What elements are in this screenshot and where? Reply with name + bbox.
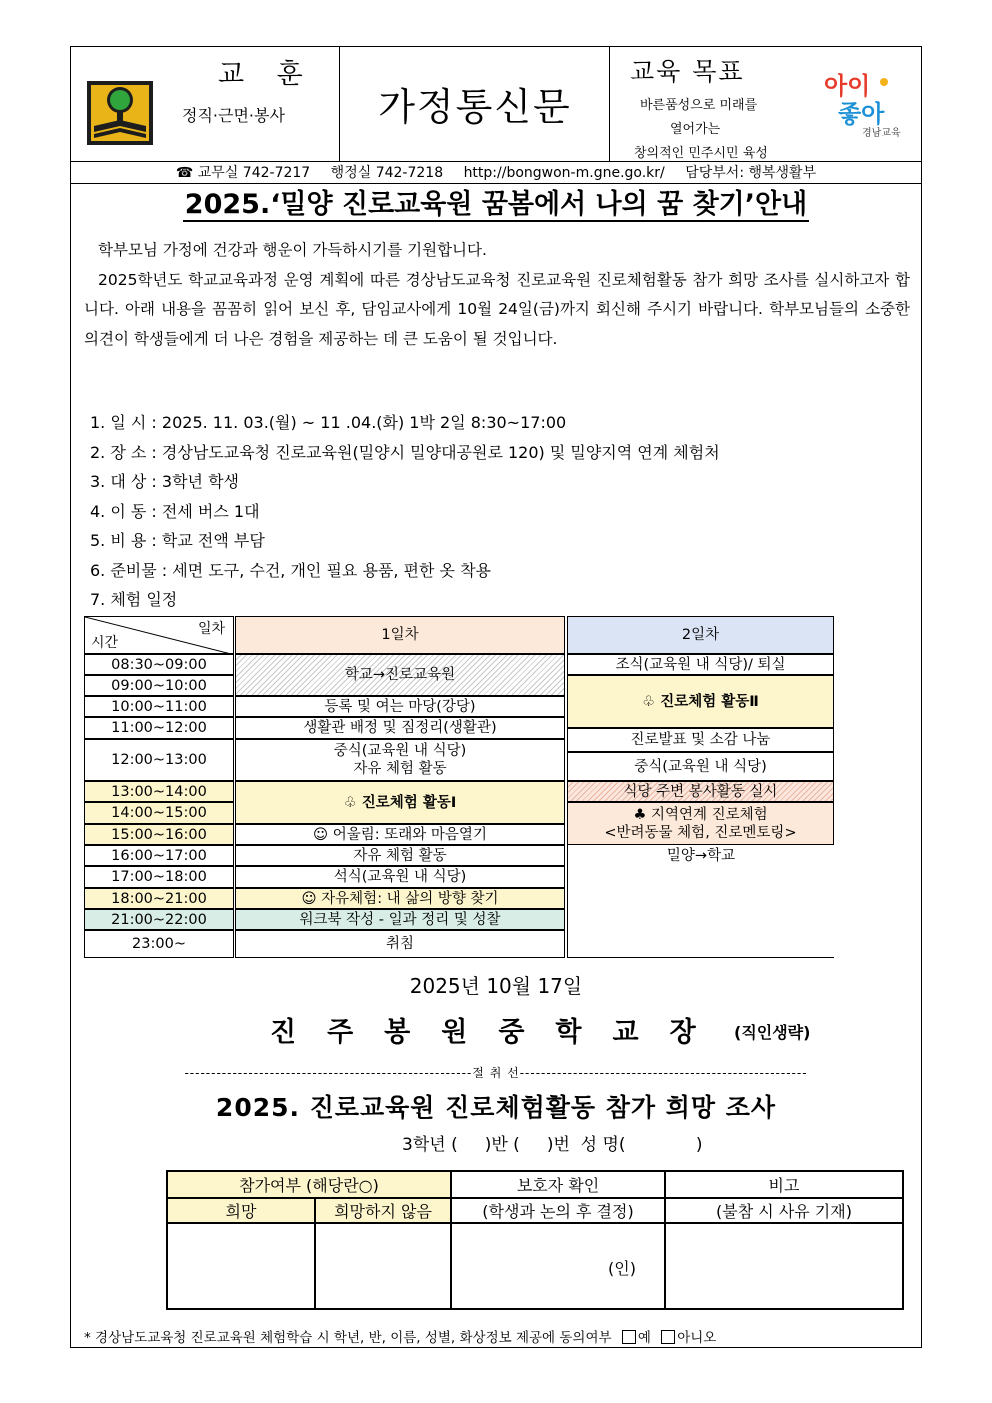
schedule-table bbox=[84, 616, 834, 958]
day1-lunch-line1: 중식(교육원 내 식당) bbox=[333, 743, 467, 759]
consent-no-checkbox[interactable] bbox=[661, 1330, 675, 1344]
day1-activity-1: ♧ 진로체험 활동Ⅰ bbox=[235, 781, 565, 824]
info-item-supplies: 6. 준비물 : 세면 도구, 수건, 개인 필요 용품, 편한 옷 착용 bbox=[90, 560, 491, 580]
info-item-schedule: 7. 체험 일정 bbox=[90, 590, 178, 609]
parent-confirm-subheader: (학생과 논의 후 결정) bbox=[451, 1198, 665, 1223]
day1-header: 1일차 bbox=[235, 616, 565, 654]
office-phone: ☎ 교무실 742-7217 bbox=[175, 165, 311, 181]
time-cell: 08:30~09:00 bbox=[84, 654, 234, 675]
day2-breakfast: 조식(교육원 내 식당)/ 퇴실 bbox=[567, 654, 834, 675]
schedule-corner-cell bbox=[84, 616, 234, 654]
day1-self: ☺ 자유체험: 내 삶의 방향 찾기 bbox=[235, 888, 565, 909]
day2-local-line1: ♣ 지역연계 진로체험 bbox=[633, 806, 768, 823]
want-answer-cell[interactable] bbox=[167, 1223, 315, 1309]
survey-title: 2025. 진로교육원 진로체험활동 참가 희망 조사 bbox=[215, 1093, 777, 1122]
day1-lunch bbox=[235, 739, 565, 781]
goal-line-2: 열어가는 bbox=[670, 122, 721, 137]
motto-title: 교 훈 bbox=[218, 59, 315, 90]
gyeongnam-education-logo bbox=[820, 66, 910, 140]
seal-mark: (인) bbox=[608, 1259, 636, 1278]
day2-activity-2: ♧ 진로체험 활동Ⅱ bbox=[567, 675, 834, 728]
education-goal-box bbox=[610, 46, 922, 162]
day1-dinner: 석식(교육원 내 식당) bbox=[235, 866, 565, 888]
goal-line-1: 바른품성으로 미래를 bbox=[640, 98, 758, 113]
time-cell: 14:00~15:00 bbox=[84, 802, 234, 824]
day1-move: 학교→진로교육원 bbox=[235, 654, 565, 696]
consent-footnote bbox=[84, 1326, 716, 1346]
time-cell: 09:00~10:00 bbox=[84, 675, 234, 696]
day2-local bbox=[567, 802, 834, 845]
info-item-date: 1. 일 시 : 2025. 11. 03.(월) ~ 11 .04.(화) 1박 2일 8:30~17:00 bbox=[90, 413, 567, 432]
day1-workbook: 워크북 작성 - 일과 정리 및 성찰 bbox=[235, 909, 565, 930]
intro-paragraph-1: 학부모님 가정에 건강과 행운이 가득하시기를 기원합니다. bbox=[98, 241, 487, 259]
info-list bbox=[90, 408, 720, 615]
day1-mix: ☺ 어울림: 또래와 마음열기 bbox=[235, 824, 565, 845]
day1-register: 등록 및 여는 마당(강당) bbox=[235, 696, 565, 717]
want-header: 희망 bbox=[167, 1198, 315, 1223]
parent-confirm-header: 보호자 확인 bbox=[451, 1171, 665, 1198]
day2-present: 진로발표 및 소감 나눔 bbox=[567, 728, 834, 752]
not-want-header: 희망하지 않음 bbox=[315, 1198, 451, 1223]
time-cell: 12:00~13:00 bbox=[84, 739, 234, 781]
newsletter-title-box bbox=[340, 46, 610, 162]
info-item-cost: 5. 비 용 : 학교 전액 부담 bbox=[90, 531, 265, 550]
consent-text: * 경상남도교육청 진로교육원 체험학습 시 학년, 반, 이름, 성별, 화상정보 제공에 동의여부 bbox=[84, 1330, 612, 1346]
not-want-answer-cell[interactable] bbox=[315, 1223, 451, 1309]
day2-local-line2: <반려동물 체험, 진로멘토링> bbox=[604, 824, 797, 841]
time-cell: 13:00~14:00 bbox=[84, 781, 234, 802]
survey-table bbox=[166, 1170, 904, 1310]
note-subheader: (불참 시 사유 기재) bbox=[665, 1198, 903, 1223]
info-item-place: 2. 장 소 : 경상남도교육청 진로교육원(밀양시 밀양대공원로 120) 및 밀양지역 연계 체험처 bbox=[90, 442, 720, 462]
student-id-line: 3학년 ( )반 ( )번 성 명( ) bbox=[402, 1135, 703, 1155]
day2-lunch: 중식(교육원 내 식당) bbox=[567, 752, 834, 781]
newsletter-header bbox=[70, 46, 922, 162]
consent-no-label: 아니오 bbox=[677, 1330, 717, 1346]
time-cell: 11:00~12:00 bbox=[84, 717, 234, 739]
intro-text bbox=[84, 236, 910, 354]
issue-date: 2025년 10월 17일 bbox=[409, 974, 583, 998]
day2-return: 밀양→학교 bbox=[567, 845, 834, 958]
day1-free: 자유 체험 활동 bbox=[235, 845, 565, 866]
consent-yes-checkbox[interactable] bbox=[622, 1330, 636, 1344]
admin-phone: 행정실 742-7218 bbox=[330, 165, 444, 181]
consent-yes-label: 예 bbox=[637, 1330, 651, 1346]
day1-sleep: 취침 bbox=[235, 930, 565, 958]
time-cell: 10:00~11:00 bbox=[84, 696, 234, 717]
time-cell: 16:00~17:00 bbox=[84, 845, 234, 866]
intro-paragraph-2: 2025학년도 학교교육과정 운영 계획에 따른 경상남도교육청 진로교육원 진로체험활동 참가 희망 조사를 실시하고자 합니다. 아래 내용을 꼼꼼히 읽어 보신 후, 담임교사에게 10월 24일(금)까지 회신해 주시기 바랍니다. 학부모님들의 소중한 의견이 학생들에게 더 나은 경험을 제공하는 데 큰 도움이 될 것입니다. bbox=[84, 270, 910, 348]
newsletter-title: 가정통신문 bbox=[378, 85, 572, 129]
goal-title: 교육 목표 bbox=[630, 57, 745, 86]
day1-lunch-line2: 자유 체험 활동 bbox=[353, 761, 447, 777]
svg-text:좋아: 좋아 bbox=[838, 100, 885, 128]
department: 담당부서: 행복생활부 bbox=[685, 165, 817, 181]
school-motto-box bbox=[70, 46, 340, 162]
document-title bbox=[70, 186, 922, 224]
svg-text:경남교육: 경남교육 bbox=[862, 128, 901, 139]
participation-header: 참가여부 (해당란○) bbox=[167, 1171, 451, 1198]
goal-line-3: 창의적인 민주시민 육성 bbox=[634, 146, 768, 161]
principal-name: 진주봉원중학교장 bbox=[270, 1017, 727, 1048]
day2-service: 식당 주변 봉사활동 실시 bbox=[567, 781, 834, 802]
school-emblem-icon bbox=[86, 80, 154, 146]
corner-time-label: 시간 bbox=[91, 635, 119, 651]
time-cell: 17:00~18:00 bbox=[84, 866, 234, 888]
note-header: 비고 bbox=[665, 1171, 903, 1198]
note-cell[interactable] bbox=[665, 1223, 903, 1309]
motto-text: 정직·근면·봉사 bbox=[182, 106, 285, 125]
time-cell: 23:00~ bbox=[84, 930, 234, 958]
info-item-target: 3. 대 상 : 3학년 학생 bbox=[90, 472, 240, 491]
seal-omitted-note: (직인생략) bbox=[734, 1023, 811, 1042]
document-title-text: 2025.‘밀양 진로교육원 꿈봄에서 나의 꿈 찾기’안내 bbox=[184, 189, 808, 220]
corner-day-label: 일차 bbox=[197, 621, 225, 637]
day2-header: 2일차 bbox=[567, 616, 834, 654]
contact-bar bbox=[70, 162, 922, 184]
time-cell: 18:00~21:00 bbox=[84, 888, 234, 909]
day1-dorm: 생활관 배정 및 짐정리(생활관) bbox=[235, 717, 565, 739]
svg-text:아이: 아이 bbox=[824, 72, 871, 100]
time-cell: 15:00~16:00 bbox=[84, 824, 234, 845]
cut-line: ------------------------------------------------------절 취 선------------------------------------------------------ bbox=[184, 1066, 808, 1080]
time-cell: 21:00~22:00 bbox=[84, 909, 234, 930]
school-url[interactable]: http://bongwon-m.gne.go.kr/ bbox=[463, 165, 665, 181]
info-item-transport: 4. 이 동 : 전세 버스 1대 bbox=[90, 501, 260, 521]
